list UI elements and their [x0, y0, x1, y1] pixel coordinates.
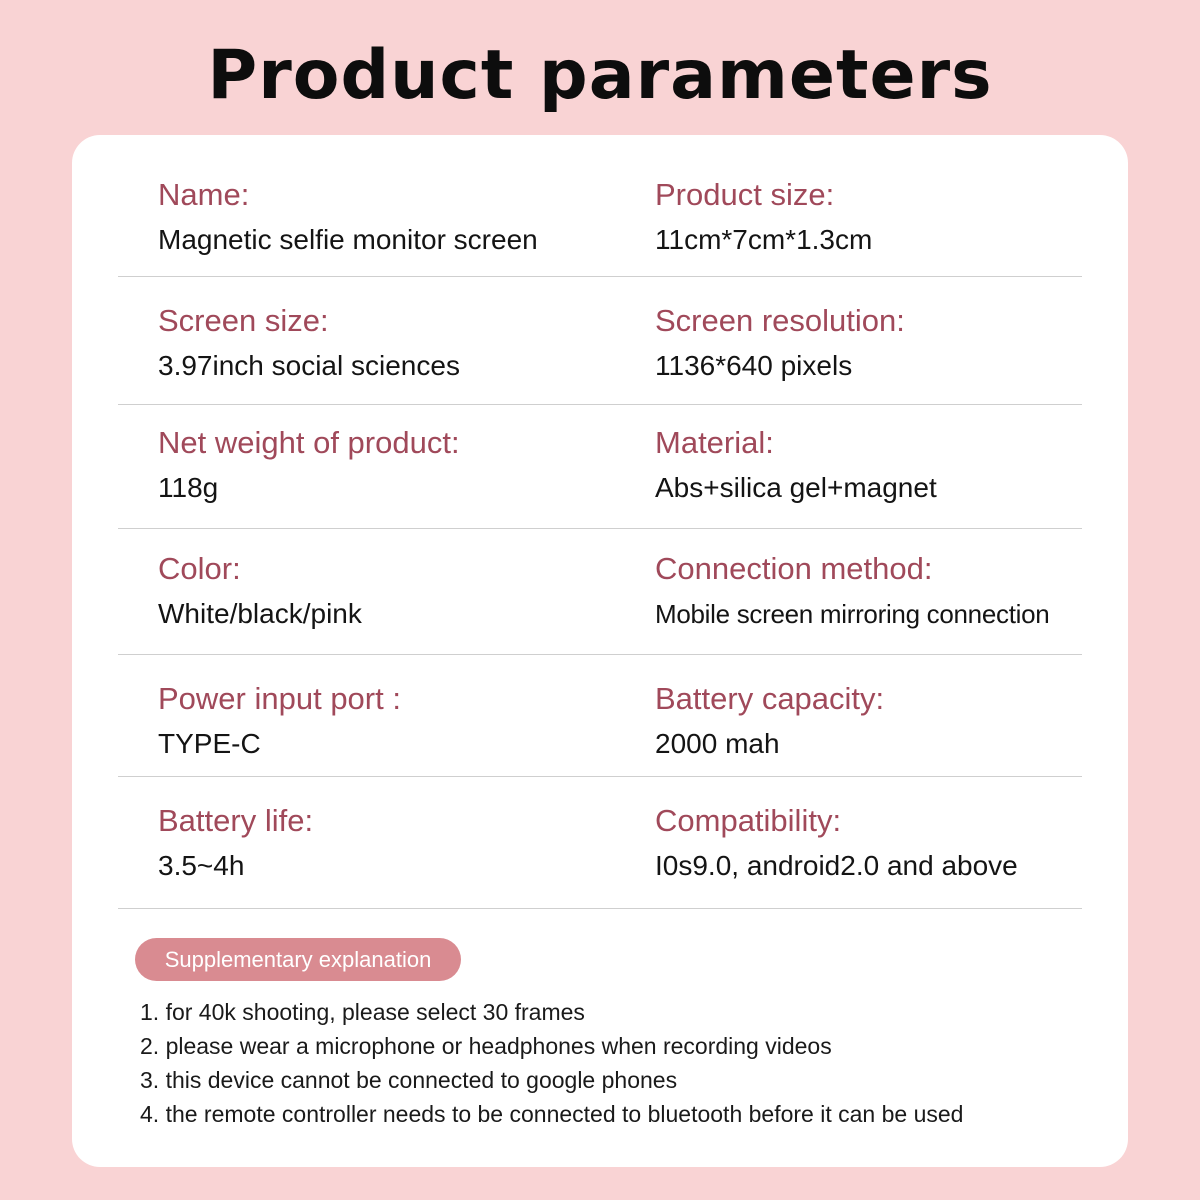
- spec-label: Material:: [655, 425, 774, 460]
- spec-value: Mobile screen mirroring connection: [655, 599, 1050, 629]
- supplementary-notes: [140, 995, 963, 1131]
- spec-row-life-compat: [118, 777, 1082, 909]
- spec-value: 3.5~4h: [158, 850, 245, 881]
- spec-label: Screen resolution:: [655, 303, 905, 338]
- spec-value: White/black/pink: [158, 598, 362, 629]
- spec-value: TYPE-C: [158, 728, 261, 759]
- spec-label: Color:: [158, 551, 241, 586]
- supplementary-badge: Supplementary explanation: [135, 938, 461, 981]
- spec-color: [158, 551, 362, 631]
- spec-power-input-port: [158, 681, 401, 761]
- spec-material: [655, 425, 937, 505]
- spec-battery-capacity: [655, 681, 884, 761]
- spec-row-screen: [118, 277, 1082, 405]
- spec-label: Battery capacity:: [655, 681, 885, 716]
- spec-battery-life: [158, 803, 313, 883]
- spec-label: Name:: [158, 177, 250, 212]
- spec-value: Magnetic selfie monitor screen: [158, 224, 538, 255]
- spec-value: I0s9.0, android2.0 and above: [655, 850, 1018, 881]
- spec-label: Product size:: [655, 177, 835, 212]
- spec-label: Compatibility:: [655, 803, 842, 838]
- spec-connection-method: [655, 551, 1049, 631]
- spec-value: 3.97inch social sciences: [158, 350, 460, 381]
- spec-label: Net weight of product:: [158, 425, 460, 460]
- spec-label: Connection method:: [655, 551, 933, 586]
- spec-value: 1136*640 pixels: [655, 350, 853, 381]
- spec-row-name-size: [118, 135, 1082, 277]
- parameters-card: [72, 135, 1128, 1167]
- list-item: 4. the remote controller needs to be connected to bluetooth before it can be used: [140, 1101, 964, 1127]
- spec-label: Battery life:: [158, 803, 314, 838]
- list-item: 3. this device cannot be connected to google phones: [140, 1067, 678, 1093]
- spec-row-weight-material: [118, 405, 1082, 529]
- spec-name: [158, 177, 538, 257]
- spec-screen-resolution: [655, 303, 905, 383]
- spec-label: Power input port :: [158, 681, 401, 716]
- spec-value: 118g: [158, 472, 219, 503]
- spec-net-weight: [158, 425, 460, 505]
- spec-value: 11cm*7cm*1.3cm: [655, 224, 873, 255]
- spec-compatibility: [655, 803, 1018, 883]
- spec-product-size: [655, 177, 872, 257]
- spec-grid: [118, 135, 1082, 909]
- page-title: Product parameters: [207, 36, 993, 115]
- spec-label: Screen size:: [158, 303, 329, 338]
- spec-value: Abs+silica gel+magnet: [655, 472, 937, 503]
- spec-row-color-connection: [118, 529, 1082, 655]
- list-item: 2. please wear a microphone or headphones when recording videos: [140, 1033, 832, 1059]
- spec-value: 2000 mah: [655, 728, 780, 759]
- spec-screen-size: [158, 303, 460, 383]
- spec-row-power-battery: [118, 655, 1082, 777]
- list-item: 1. for 40k shooting, please select 30 frames: [140, 999, 585, 1025]
